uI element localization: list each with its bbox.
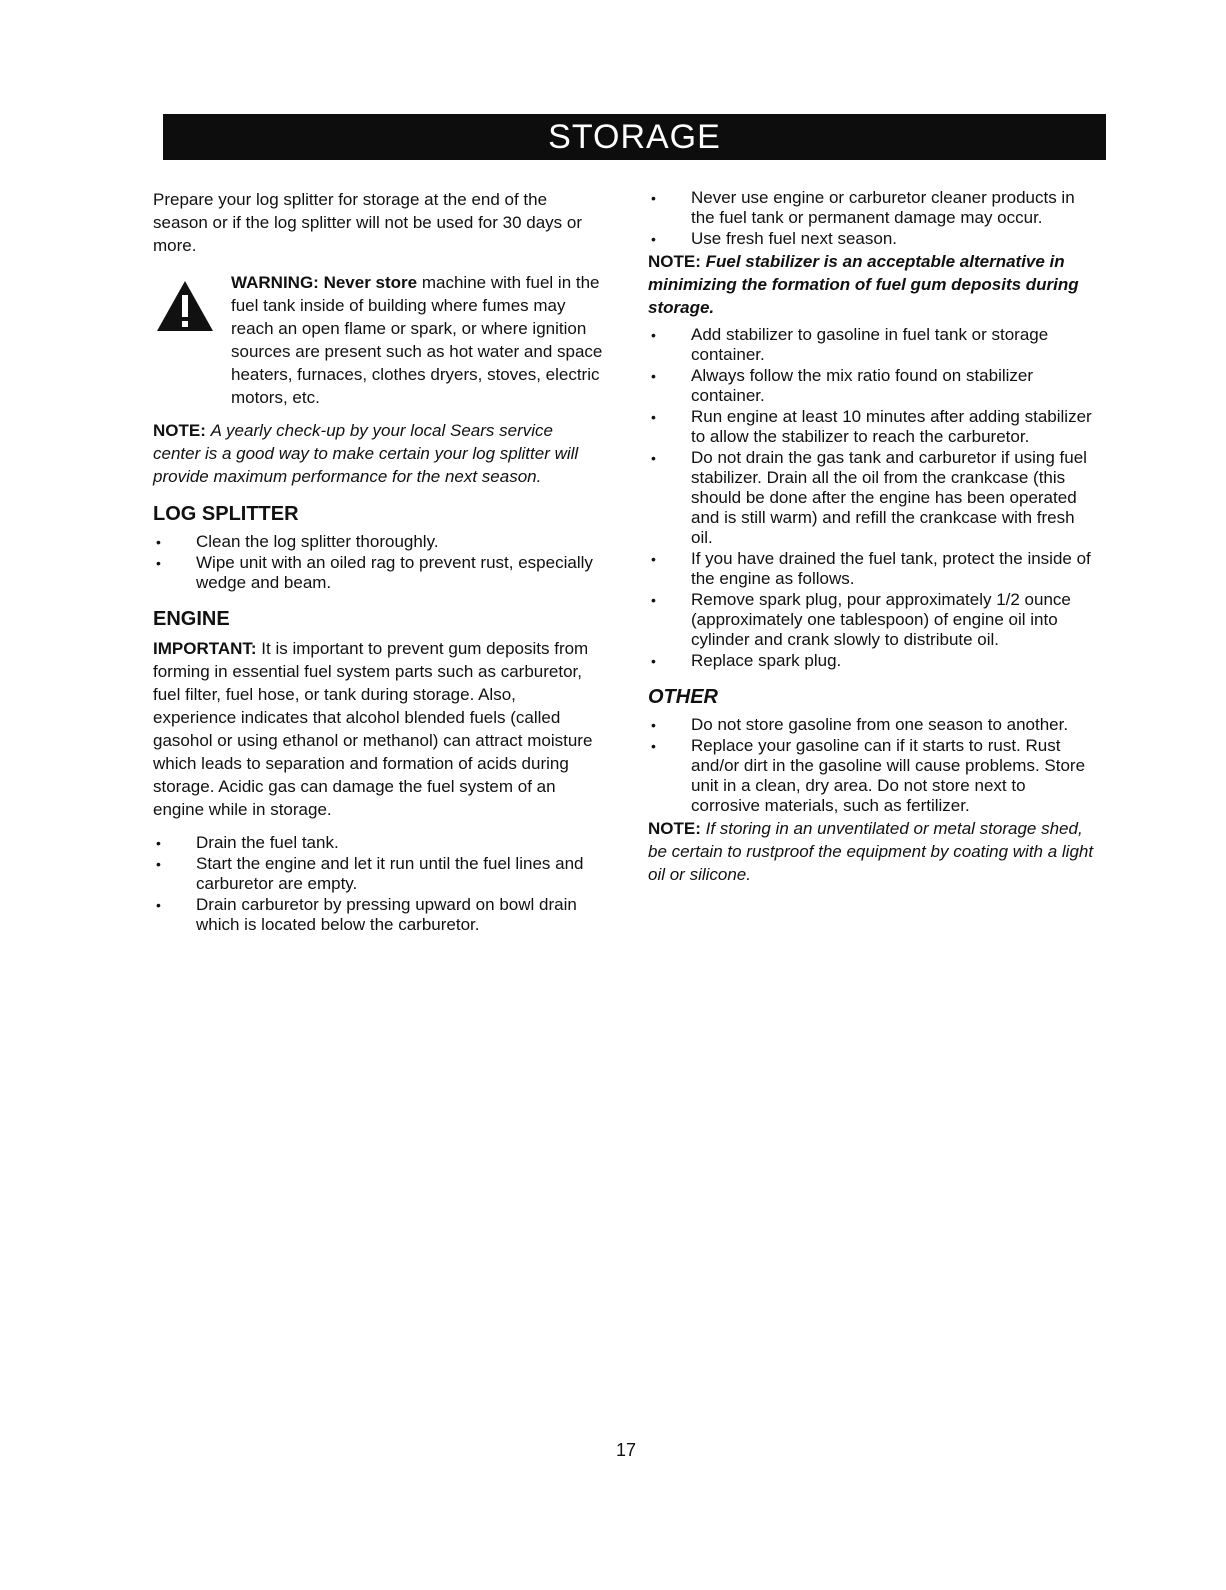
warning-emphasis: Never store (323, 273, 418, 292)
log-splitter-list (153, 532, 603, 593)
important-label: IMPORTANT: (153, 639, 257, 658)
other-heading: OTHER (648, 686, 718, 708)
list-item: • Always follow the mix ratio found on stabilizer container. (648, 366, 1098, 406)
list-item: • Add stabilizer to gasoline in fuel tank or storage container. (648, 325, 1098, 365)
list-item: • Do not store gasoline from one season to another. (648, 715, 1098, 735)
fuel-list (648, 188, 1098, 249)
note-checkup (153, 419, 603, 488)
list-item: • Never use engine or carburetor cleaner products in the fuel tank or permanent damage may occur. (648, 188, 1098, 228)
page-title: STORAGE (163, 114, 1106, 160)
engine-heading: ENGINE (153, 608, 230, 630)
list-item: • Replace your gasoline can if it starts to rust. Rust and/or dirt in the gasoline will cause problems. Store unit in a clean, dry area. Do not store next to corrosive materials, such as fertilizer. (648, 736, 1098, 816)
engine-list (153, 833, 603, 935)
warning-body: machine with fuel in the fuel tank inside of building where fumes may reach an open flame or spark, or where ignition sources are present such as hot water and space heaters, furnaces, clothes dryers, stoves, electric motors, etc. (231, 273, 603, 407)
list-item: • Drain the fuel tank. (153, 833, 603, 853)
list-item: • Drain carburetor by pressing upward on bowl drain which is located below the carburetor. (153, 895, 603, 935)
note-body: Fuel stabilizer is an acceptable alternative in minimizing the formation of fuel gum deposits during storage. (648, 252, 1079, 317)
note-label: NOTE: (648, 819, 701, 838)
warning-block (153, 271, 603, 409)
list-item: • Do not drain the gas tank and carburetor if using fuel stabilizer. Drain all the oil from the crankcase (this should be done after the engine has been operated and is still warm) and refill the crankcase with fresh oil. (648, 448, 1098, 548)
page-number: 17 (615, 1440, 637, 1460)
note-rustproof (648, 817, 1098, 886)
list-item: • Start the engine and let it run until the fuel lines and carburetor are empty. (153, 854, 603, 894)
list-item: • If you have drained the fuel tank, protect the inside of the engine as follows. (648, 549, 1098, 589)
list-item: • Use fresh fuel next season. (648, 229, 1098, 249)
log-splitter-heading: LOG SPLITTER (153, 503, 299, 525)
other-list (648, 715, 1098, 816)
warning-triangle-icon (155, 279, 215, 333)
list-item: • Replace spark plug. (648, 651, 1098, 671)
intro-paragraph: Prepare your log splitter for storage at the end of the season or if the log splitter will not be used for 30 days or more. (153, 190, 583, 255)
note-label: NOTE: (153, 421, 206, 440)
list-item: • Run engine at least 10 minutes after adding stabilizer to allow the stabilizer to reach the carburetor. (648, 407, 1098, 447)
note-stabilizer (648, 250, 1098, 319)
note-body: A yearly check-up by your local Sears service center is a good way to make certain your log splitter will provide maximum performance for the next season. (153, 421, 579, 486)
list-item: • Wipe unit with an oiled rag to prevent rust, especially wedge and beam. (153, 553, 603, 593)
warning-text (231, 271, 603, 409)
important-paragraph (153, 637, 603, 821)
list-item: • Clean the log splitter thoroughly. (153, 532, 603, 552)
note-body: If storing in an unventilated or metal storage shed, be certain to rustproof the equipment by coating with a light oil or silicone. (648, 819, 1094, 884)
warning-label: WARNING: (231, 273, 319, 292)
important-body: It is important to prevent gum deposits from forming in essential fuel system parts such as carburetor, fuel filter, fuel hose, or tank during storage. Also, experience indicates that alcohol blended fuels (called gasohol or using ethanol or methanol) can attract moisture which leads to separation and formation of acids during storage. Acidic gas can damage the fuel system of an engine while in storage. (153, 639, 593, 819)
list-item: • Remove spark plug, pour approximately 1/2 ounce (approximately one tablespoon) of engine oil into cylinder and crank slowly to distribute oil. (648, 590, 1098, 650)
stabilizer-list (648, 325, 1098, 671)
left-column (153, 188, 603, 936)
right-column (648, 188, 1098, 886)
note-label: NOTE: (648, 252, 701, 271)
